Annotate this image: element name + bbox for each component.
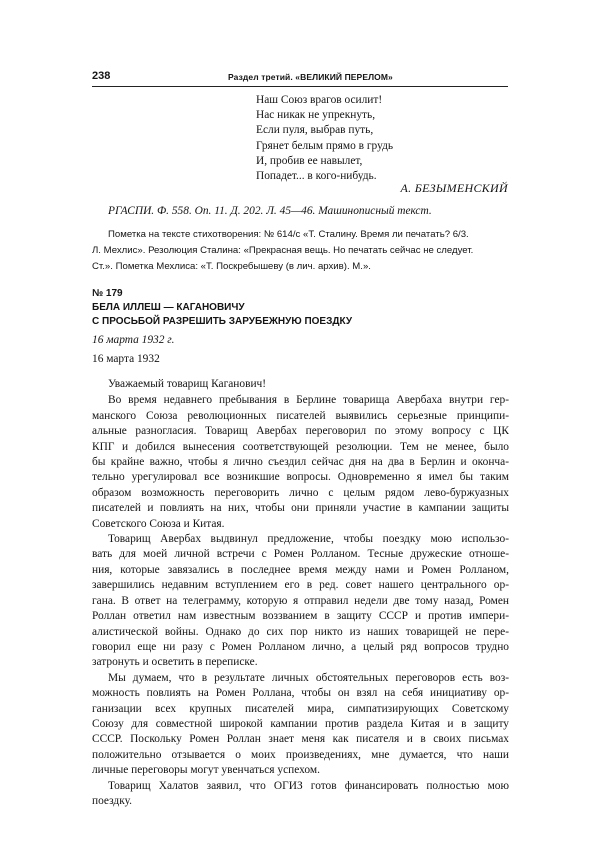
- document-heading: [92, 287, 352, 329]
- running-title: Раздел третий. «ВЕЛИКИЙ ПЕРЕЛОМ»: [228, 72, 393, 82]
- letter-paragraph: [92, 671, 509, 779]
- text-line: Во время недавнего пребывания в Берлине товарища Авербаха внутри гер-: [108, 394, 509, 407]
- text-line: завершились недавним вступлением его в ред. совет нашего центрального ор-: [92, 579, 509, 592]
- text-line: гана. В ответ на телеграмму, которую я отправил недели две тому назад, Ромен: [92, 594, 509, 607]
- text-line: альные разногласия. Товарищ Авербах переговорил по этому вопросу с ЦК: [92, 425, 509, 438]
- text-line: КПГ и добился вынесения соответствующей резолюции. Тем не менее, было: [92, 440, 509, 453]
- text-line: бы крайне важно, чтобы я лично съездил сейчас дня на два в Берлин и оконча-: [92, 456, 509, 469]
- note-line: Пометка на тексте стихотворения: № 614/с «Т. Сталину. Время ли печатать? 6/3.: [108, 229, 469, 240]
- text-line: писателей и повлиять на них, чтобы они приняли участие в кампании защиты: [92, 502, 509, 515]
- text-line: личные переговоры могут увенчаться успехом.: [92, 764, 320, 777]
- poem-line: Если пуля, выбрав путь,: [256, 124, 374, 137]
- text-line: манского Союза революционных писателей выявились серьезные принципи-: [92, 409, 509, 422]
- text-line: Роллан ответил нам известным воззванием в защиту СССР и против импери-: [92, 610, 509, 623]
- text-line: Союзу для совместной широкой кампании против раздела Китая и в защиту: [92, 717, 509, 730]
- letter-salutation: Уважаемый товарищ Каганович!: [108, 378, 267, 390]
- document-date: 16 марта 1932: [92, 353, 160, 365]
- editorial-note: [92, 227, 508, 275]
- document-date-italic: 16 марта 1932 г.: [92, 334, 175, 346]
- poem-line: Попадет... в кого-нибудь.: [256, 170, 377, 183]
- text-line: положительно отзывается о моих произведениях, мне думается, что наши: [92, 748, 509, 761]
- poem-author: А. БЕЗЫМЕНСКИЙ: [400, 181, 508, 195]
- letter-paragraph: [92, 532, 509, 671]
- text-line: ния, которые завязались в последнее время между нами и Ромен Ролланом,: [92, 563, 509, 576]
- header-rule: [92, 86, 508, 87]
- text-line: СССР. Поскольку Ромен Роллан знает меня как писателя и в своих письмах: [92, 733, 509, 746]
- text-line: поездку.: [92, 794, 132, 807]
- document-title-line: БЕЛА ИЛЛЕШ — КАГАНОВИЧУ: [92, 302, 245, 313]
- letter-paragraph: [92, 779, 509, 810]
- document-number: № 179: [92, 288, 123, 299]
- page-number: 238: [92, 70, 111, 82]
- text-line: Советского Союза и Китая.: [92, 517, 225, 530]
- text-line: ганизации всех крупных писателей мира, симпатизирующих Советскому: [92, 702, 509, 715]
- letter-body: [92, 377, 509, 809]
- note-line: Ст.». Пометка Мехлиса: «Т. Поскребышеву (в лич. архив). М.».: [92, 261, 371, 272]
- poem: [256, 93, 393, 184]
- text-line: образом возможность переговорить лично с целым рядом лево-буржуазных: [92, 486, 509, 499]
- text-line: тельно урегулировал все возникшие вопросы. Одновременно я имел бы таким: [92, 471, 509, 484]
- note-line: Л. Мехлис». Резолюция Сталина: «Прекрасная вещь. Но печатать сейчас не следует.: [92, 245, 474, 256]
- poem-line: Грянет белым прямо в грудь: [256, 139, 394, 152]
- text-line: Товарищ Халатов заявил, что ОГИЗ готов финансировать полностью мою: [108, 779, 509, 792]
- text-line: говорил еще ни разу с Ромен Ролланом лично, а целый ряд вопросов трудно: [92, 640, 509, 653]
- poem-line: Наш Союз врагов осилит!: [256, 94, 383, 106]
- archive-reference: РГАСПИ. Ф. 558. Оп. 11. Д. 202. Л. 45—46. Машинописный текст.: [108, 205, 432, 217]
- text-line: алистической войны. Однако до сих пор никто из наших товарищей не пере-: [92, 625, 509, 638]
- poem-line: Нас никак не упрекнуть,: [256, 109, 376, 122]
- text-line: можность повлиять на Ромен Роллана, чтобы он взял на себя инициативу ор-: [92, 687, 509, 700]
- text-line: Мы думаем, что в результате личных обстоятельных переговоров есть воз-: [108, 671, 509, 684]
- text-line: затронуть и осветить в переписке.: [92, 656, 258, 669]
- text-line: вать для моей личной встречи с Ромен Ролланом. Тесные дружеские отноше-: [92, 548, 509, 561]
- letter-paragraph: [92, 393, 509, 532]
- text-line: Товарищ Авербах выдвинул предложение, чтобы поездку мою использо-: [108, 533, 509, 546]
- document-title-line: С ПРОСЬБОЙ РАЗРЕШИТЬ ЗАРУБЕЖНУЮ ПОЕЗДКУ: [92, 316, 353, 327]
- poem-line: И, пробив ее навылет,: [256, 154, 363, 167]
